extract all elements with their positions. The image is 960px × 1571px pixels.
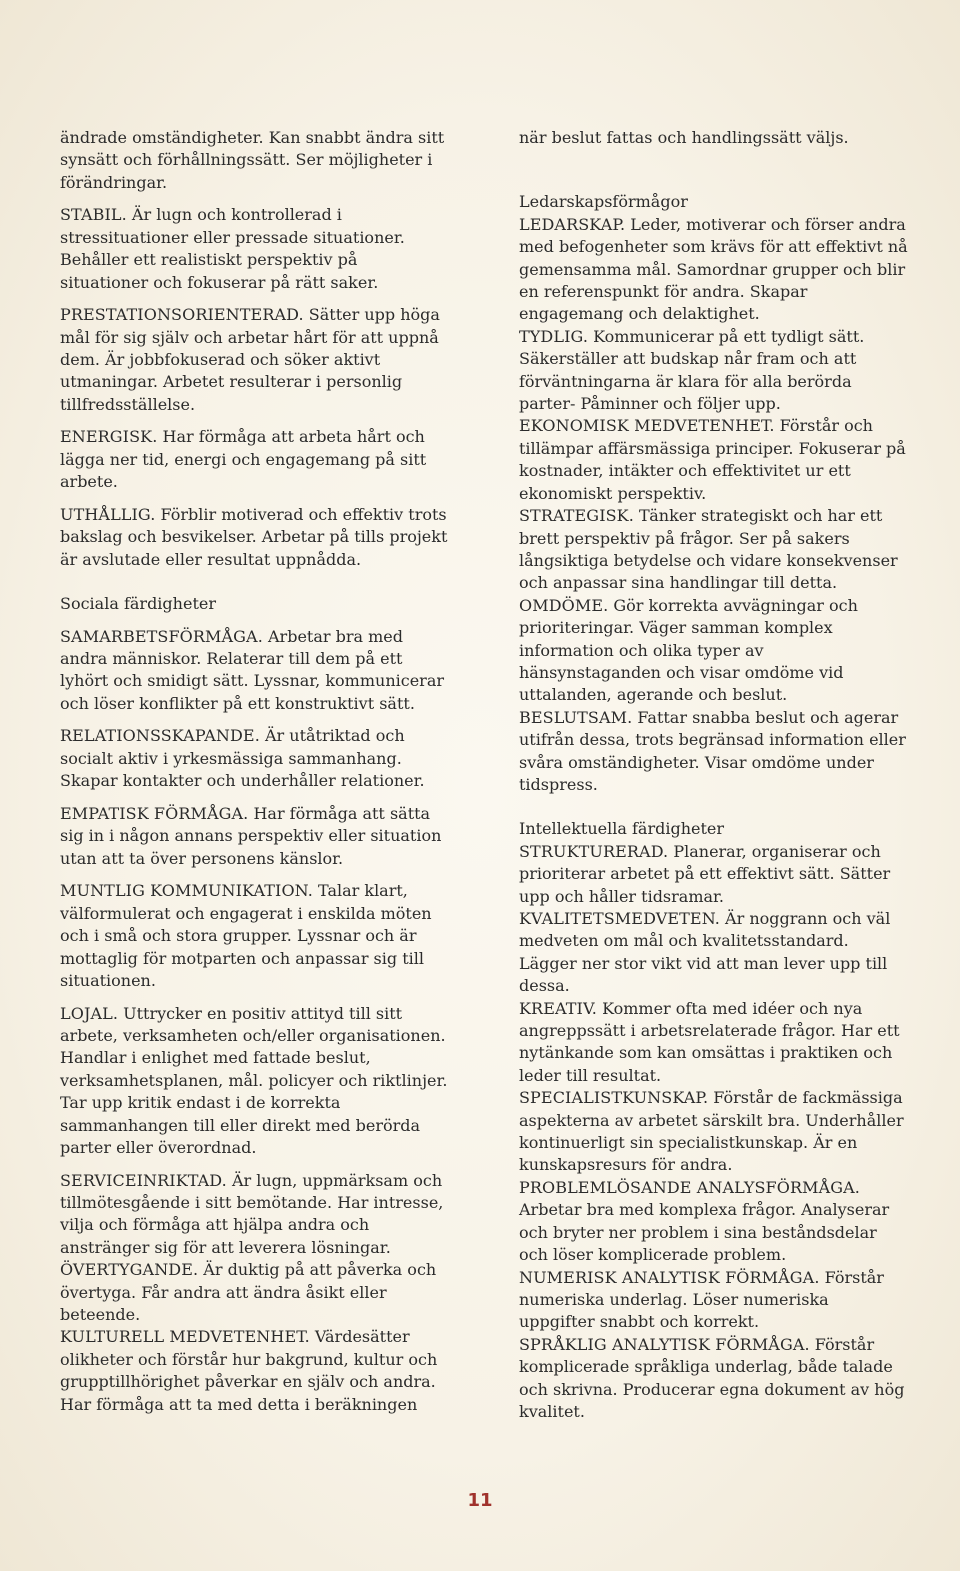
competency-term: MUNTLIG KOMMUNIKATION. [60, 881, 313, 901]
competency-prestationsorienterad [60, 304, 450, 416]
competency-term: STRUKTURERAD. [519, 841, 669, 861]
competency-stabil [60, 204, 450, 294]
competency-term: EKONOMISK MEDVETENHET. [519, 416, 775, 436]
right-column [519, 127, 909, 1423]
competency-text: Arbetar bra med andra människor. Relaterar till dem på ett lyhört och smidigt sätt. Lyssnar, kommunicerar och löser konflikter på ett konstruktivt sätt. [60, 626, 445, 713]
competency-term: SPECIALISTKUNSKAP. [519, 1088, 709, 1108]
competency-term: LEDARSKAP. [519, 214, 626, 234]
competency-text: Är duktig på att påverka och övertyga. Får andra att ändra åsikt eller beteende. [60, 1260, 437, 1324]
competency-term: EMPATISK FÖRMÅGA. [60, 803, 249, 823]
competency-text: Talar klart, välformulerat och engagerat i enskilda möten och i små och stora grupper. Lyssnar och är mottaglig för motparten och anpassar sig till situationen. [60, 881, 432, 990]
competency-text: Uttrycker en positiv attityd till sitt arbete, verksamheten och/eller organisationen. Handlar i enlighet med fattade beslut, verksamhetsplanen, mål. policyer och riktlinjer. Tar upp kritik endast i de korrekta sammanhangen till eller direkt med berörda parter eller överordnad. [60, 1003, 448, 1157]
competency-tydlig [519, 326, 909, 416]
competency-term: PROBLEMLÖSANDE ANALYSFÖRMÅGA. [519, 1177, 860, 1197]
competency-text: Gör korrekta avvägningar och prioriteringar. Väger samman komplex information och olika typer av hänsynstaganden och visar omdöme vid uttalanden, agerande och beslut. [519, 595, 858, 705]
competency-text: Fattar snabba beslut och agerar utifrån dessa, trots begränsad information eller svåra omständigheter. Visar omdöme under tidspress. [519, 707, 906, 794]
competency-text: Har förmåga att arbeta hårt och lägga ner tid, energi och engagemang på sitt arbete. [60, 427, 427, 492]
competency-term: SERVICEINRIKTAD. [60, 1170, 227, 1190]
competency-text: Kommunicerar på ett tydligt sätt. Säkerställer att budskap når fram och att förväntningarna är klara för alla berörda parter- Påminner och följer upp. [519, 326, 865, 414]
competency-text: Planerar, organiserar och prioriterar arbetet på ett effektivt sätt. Sätter upp och håller tidsramar. [519, 841, 891, 906]
competency-text: Är noggrann och väl medveten om mål och kvalitetsstandard. Lägger ner stor vikt vid att man lever upp till dessa. [519, 909, 891, 996]
competency-ekonomisk-medvetenhet [519, 415, 909, 505]
competency-muntlig-kommunikation [60, 880, 450, 992]
competency-samarbetsformaga [60, 626, 450, 716]
competency-energisk [60, 426, 450, 493]
competency-text: Är lugn, uppmärksam och tillmötesgående i sitt bemötande. Har intresse, vilja och förmåga att hjälpa andra och anstränger sig för att leverera lösningar. [60, 1170, 444, 1257]
competency-term: TYDLIG. [519, 326, 589, 346]
competency-term: ENERGISK. [60, 427, 158, 447]
section-heading-intellektuella: Intellektuella färdigheter [519, 819, 725, 839]
competency-term: SAMARBETSFÖRMÅGA. [60, 626, 263, 646]
competency-omdome [519, 595, 909, 707]
competency-text: Förblir motiverad och effektiv trots bakslag och besvikelser. Arbetar på tills projekt är avslutade eller resultat uppnådda. [60, 504, 448, 569]
section-spacer [519, 796, 909, 818]
competency-kreativ [519, 998, 909, 1088]
section-heading-sociala: Sociala färdigheter [60, 594, 216, 614]
section-spacer [519, 149, 909, 171]
competency-term: UTHÅLLIG. [60, 504, 156, 524]
competency-text: Kommer ofta med idéer och nya angreppssätt i arbetsrelaterade frågor. Har ett nytänkande som kan omsättas i praktiken och leder till resultat. [519, 998, 900, 1085]
competency-term: KREATIV. [519, 998, 597, 1018]
competency-specialistkunskap [519, 1087, 909, 1177]
competency-lojal [60, 1003, 450, 1160]
competency-text: Förstår de fackmässiga aspekterna av arbetet särskilt bra. Underhåller kontinuerligt sin specialistkunskap. Är en kunskapsresurs för andra. [519, 1088, 904, 1175]
competency-term: STRATEGISK. [519, 506, 634, 526]
competency-term: RELATIONSSKAPANDE. [60, 726, 260, 746]
competency-text: Värdesätter olikheter och förstår hur bakgrund, kultur och grupptillhörighet påverkar en själv och andra. Har förmåga att ta med detta i beräkningen [60, 1327, 438, 1414]
competency-term: BESLUTSAM. [519, 707, 633, 727]
competency-term: OMDÖME. [519, 595, 609, 615]
competency-strukturerad [519, 841, 909, 908]
competency-text: Har förmåga att sätta sig in i någon annans perspektiv eller situation utan att ta över personens känslor. [60, 803, 442, 868]
competency-text: Förstår numeriska underlag. Löser numeriska uppgifter snabbt och korrekt. [519, 1267, 884, 1332]
competency-term: KVALITETSMEDVETEN. [519, 909, 720, 928]
competency-term: KULTURELL MEDVETENHET. [60, 1327, 310, 1347]
competency-text: Är utåtriktad och socialt aktiv i yrkesmässiga sammanhang. Skapar kontakter och underhåller relationer. [60, 726, 425, 791]
competency-strategisk [519, 505, 909, 595]
competency-kulturell-medvetenhet [60, 1326, 450, 1416]
competency-numerisk [519, 1267, 909, 1334]
section-spacer [519, 171, 909, 191]
competency-term: STABIL. [60, 205, 127, 225]
left-column [60, 127, 450, 1416]
competency-text: Är lugn och kontrollerad i stressituationer eller pressade situationer. Behåller ett realistiskt perspektiv på situationer och fokuserar på rätt saker. [60, 205, 405, 292]
competency-kvalitetsmedveten [519, 908, 909, 998]
competency-text: Leder, motiverar och förser andra med befogenheter som krävs för att effektivt nå gemensamma mål. Samordnar grupper och blir en referenspunkt för andra. Skapar engagemang och delaktighet. [519, 214, 908, 324]
section-heading-ledarskap: Ledarskapsförmågor [519, 192, 688, 212]
right-intro-paragraph: när beslut fattas och handlingssätt väljs. [519, 128, 849, 147]
competency-term: SPRÅKLIG ANALYTISK FÖRMÅGA. [519, 1334, 810, 1354]
competency-text: Förstår komplicerade språkliga underlag, både talade och skrivna. Producerar egna dokument av hög kvalitet. [519, 1334, 905, 1421]
competency-beslutsam [519, 707, 909, 797]
competency-problemlosande [519, 1177, 909, 1267]
competency-text: Förstår och tillämpar affärsmässiga principer. Fokuserar på kostnader, intäkter och effektivitet ur ett ekonomiskt perspektiv. [519, 416, 906, 503]
competency-text: Tänker strategiskt och har ett brett perspektiv på frågor. Ser på sakers långsiktiga betydelse och vidare konsekvenser och anpassar sina handlingar till detta. [519, 506, 898, 593]
competency-term: PRESTATIONSORIENTERAD. [60, 305, 304, 325]
competency-text: Sätter upp höga mål för sig själv och arbetar hårt för att uppnå dem. Är jobbfokuserad och söker aktivt utmaningar. Arbetet resulterar i personlig tillfredsställelse. [60, 305, 440, 414]
competency-uthallig [60, 504, 450, 571]
competency-spraklig [519, 1334, 909, 1424]
competency-relationsskapande [60, 725, 450, 792]
section-spacer [60, 571, 450, 593]
competency-term: LOJAL. [60, 1003, 119, 1023]
competency-term: NUMERISK ANALYTISK FÖRMÅGA. [519, 1267, 820, 1287]
competency-term: ÖVERTYGANDE. [60, 1260, 199, 1280]
competency-serviceinriktad [60, 1170, 450, 1260]
competency-text: Arbetar bra med komplexa frågor. Analyserar och bryter ner problem i sina beståndsdelar och löser komplicerade problem. [519, 1200, 890, 1265]
competency-ledarskap [519, 214, 909, 326]
competency-empatisk-formaga [60, 803, 450, 870]
competency-overtygande [60, 1259, 450, 1326]
left-intro-paragraph: ändrade omständigheter. Kan snabbt ändra sitt synsätt och förhållningssätt. Ser möjligheter i förändringar. [60, 128, 445, 192]
page-number: 11 [467, 1490, 493, 1511]
